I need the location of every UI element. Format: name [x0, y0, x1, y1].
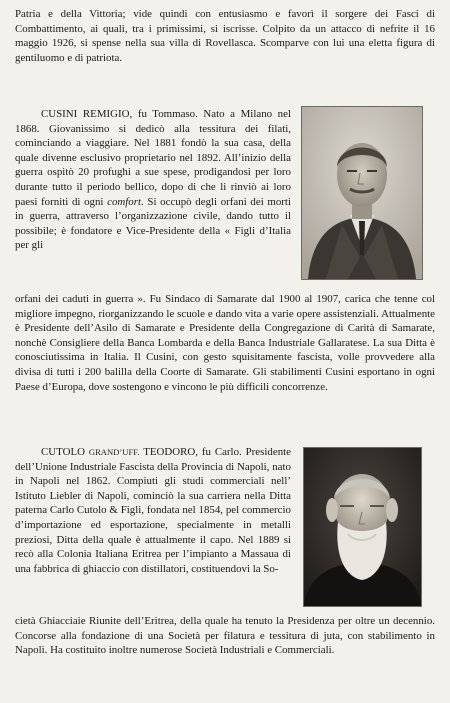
bio-cusini-text	[15, 107, 291, 253]
bio-cutolo-title: GRAND’UFF.	[88, 447, 140, 457]
bio-cutolo-surname: CUTOLO	[41, 446, 85, 458]
bio-cusini-comfort-word: comfort	[107, 195, 142, 208]
intro-paragraph	[15, 7, 435, 65]
bio-cutolo-firstname: TEODORO	[143, 446, 196, 458]
portrait-cusini-image	[302, 107, 422, 279]
bio-cusini-body-part3: orfani dei caduti in guerra ». Fu Sindaco di Samarate dal 1900 al 1907, carica che tenne col migliore impegno, riorganizzando le scuole e dando vita a varie opere assistenziali. Attualmente è Presidente dell’Asilo di Samarate e Presidente della Congregazione di Carità di Samarate, nonchè Consigliere della Banca Lombarda e della Banca Industriale Gallaratese. La sua Ditta è conosciutissima in Italia. Il Cusini, con gesto squisitamente fascista, volle provvedere alla divisa di tutti i 200 balilla della Coorte di Samarate. Gli stabilimenti Cusini esportano in ogni Paese d’Europa, dove sostengono e vincono le più difficili concorrenze.	[15, 293, 435, 393]
bio-cusini-body-part1: , fu Tommaso. Nato a Milano nel 1868. Giovanissimo si dedicò alla tessitura dei filati, cominciando a viaggiare. Nel 1881 fondò la sua casa, della quale divenne esclusivo proprietario nel 1892. All’inizio della guerra ospitò 20 profughi a sue spese, prodigandosi per loro durante tutto il periodo bellico, dopo di che li rinviò ai loro paesi forniti di ogni	[15, 108, 291, 208]
bio-cusini-body-part2: . Si occupò degli orfani dei morti in guerra, attraverso l’organizzazione civile, dando tutto il possibile; è fondatore e Vice-Presidente della « Figli d’Italia per gli	[15, 195, 291, 252]
bio-cutolo-body-part2: cietà Ghiacciaie Riunite dell’Eritrea, della quale ha tenuto la Presidenza per oltre un decennio. Concorse alla fondazione di una Società per filatura e tessitura di juta, con stabilimento in Napoli. Ha costituito inoltre numerose Società Industriali e Commerciali.	[15, 615, 435, 657]
portrait-cusini-photo	[301, 106, 423, 280]
bio-cutolo-continued	[15, 614, 435, 658]
intro-text: Patria e della Vittoria; vide quindi con entusiasmo e favorì il sorgere dei Fasci di Combattimento, ai quali, tra i primissimi, si iscrisse. Colpito da un attacco di nefrite il 16 maggio 1926, si spense nella sua villa di Rovellasca. Scomparve con lui una eletta figura di gentiluomo e di patriota.	[15, 8, 435, 64]
portrait-cutolo-image	[304, 448, 421, 606]
bio-cusini-name: CUSINI REMIGIO	[41, 108, 130, 120]
bio-cutolo-text	[15, 445, 291, 576]
bio-cusini-continued	[15, 292, 435, 394]
bio-cutolo-body-part1: , fu Carlo. Presidente dell’Unione Industriale Fascista della Provincia di Napoli, nato in Napoli nel 1862. Compiuti gli studi commerciali nell’ Istituto Liebler di Napoli, cominciò la sua carriera nella Ditta paterna Carlo Cutolo & Figli, fondata nel 1854, pel commercio d’importazione ed esportazione, specialmente in metalli preziosi, Ditta della quale è attualmente il capo. Nel 1889 si recò alla Colonia Italiana Eritrea per l’impianto a Massaua di una fabbrica di ghiaccio con distillatori, costituendovi la So-	[15, 446, 291, 575]
portrait-cutolo-photo	[303, 447, 422, 607]
